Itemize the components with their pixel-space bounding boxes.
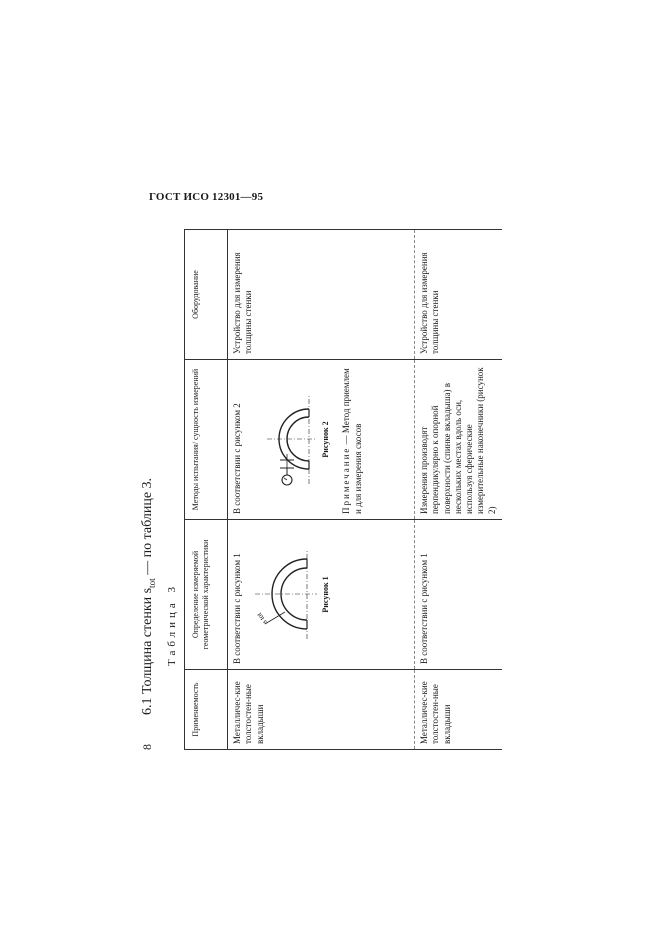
cell-applicability: Металличес-кие толстостен-ные вкладыши [228, 670, 415, 750]
figure-1-drawing [247, 545, 319, 645]
cell-equipment: Устройство для измерения толщины стенки [415, 230, 502, 360]
header-equipment: Оборудование [185, 230, 228, 360]
table-row [228, 230, 415, 750]
figure-1-caption: Рисунок 1 [321, 576, 331, 613]
header-method: Методы испытания/ сущность измерений [185, 360, 228, 520]
section-title-suffix: — по таблице 3. [140, 477, 155, 579]
section-title [140, 478, 157, 715]
table-caption: Таблица 3 [166, 582, 178, 666]
figure-1-label: s tot [255, 611, 269, 626]
figure-2-caption: Рисунок 2 [321, 421, 331, 458]
header-applicability: Применяемость [185, 670, 228, 750]
table-row [415, 230, 502, 750]
cell-method: Измерения производят перпендикулярно к опорной поверхности (спинке вкладыша) в нескольких местах вдоль оси, используя сферические измерительные наконечники (рисунок 2) [415, 360, 502, 520]
header-definition: Определение измеряемой геометрической характеристики [185, 520, 228, 670]
table-3 [184, 229, 502, 750]
section-title-subscript: tot [146, 578, 157, 588]
cell-definition [228, 520, 415, 670]
figure-2-drawing [247, 385, 319, 495]
cell-applicability: Металличес-кие толстостен-ные вкладыши [415, 670, 502, 750]
cell-definition: В соответствии с рисунком 1 [415, 520, 502, 670]
note-label: Примечание [341, 446, 352, 514]
rotated-page-content [140, 220, 497, 750]
definition-text: В соответствии с рисунком 1 [232, 553, 242, 664]
note-text: — Метод приемлем и для измерения скосов [341, 368, 363, 514]
note [341, 365, 364, 514]
method-text: В соответствии с рисунком 2 [232, 403, 242, 514]
section-title-prefix: 6.1 Толщина стенки s [140, 587, 155, 715]
page-number: 8 [140, 744, 154, 750]
document-header: ГОСТ ИСО 12301—95 [149, 191, 264, 203]
cell-equipment: Устройство для измерения толщины стенки [228, 230, 415, 360]
cell-method [228, 360, 415, 520]
